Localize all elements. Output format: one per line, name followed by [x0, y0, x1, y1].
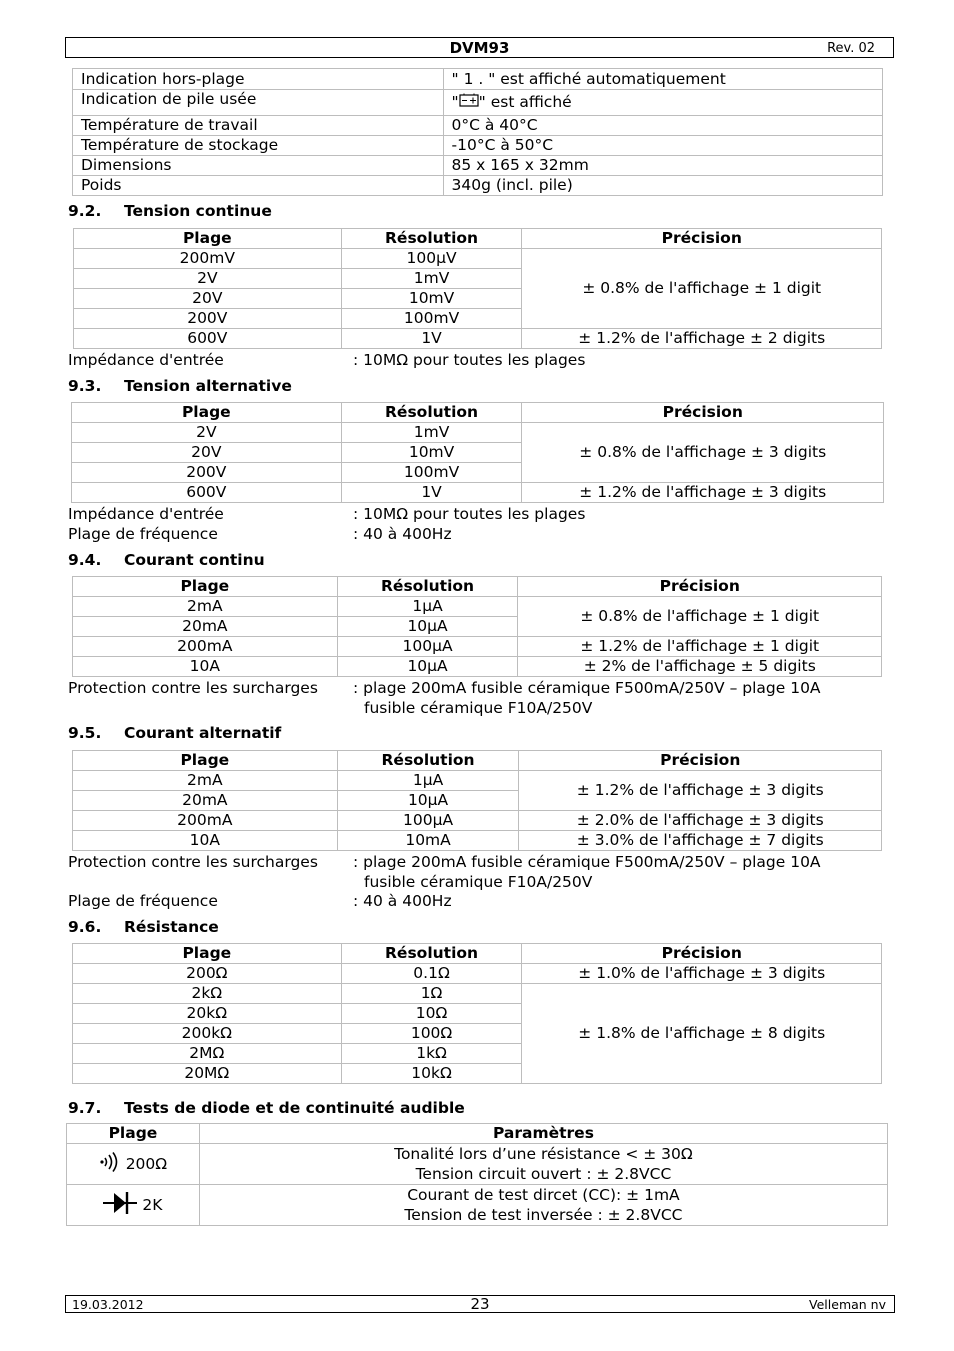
section-number: 9.5.: [68, 724, 102, 742]
footer-date: 19.03.2012: [72, 1297, 144, 1312]
range-cell: 2V: [72, 423, 342, 443]
resolution-cell: 10kΩ: [341, 1064, 522, 1084]
section-heading-acv: [68, 377, 292, 395]
range-cell: 600V: [74, 329, 342, 349]
section-number: 9.6.: [68, 918, 102, 936]
table-header-row: [72, 403, 884, 423]
spec-value: 0°C à 40°C: [443, 116, 882, 136]
column-header: Plage: [73, 751, 338, 771]
table-header-row: [74, 229, 882, 249]
column-header: Plage: [74, 229, 342, 249]
column-header: Paramètres: [199, 1124, 887, 1144]
range-cell: 200Ω: [73, 964, 342, 984]
spec-label: Indication hors-plage: [73, 69, 444, 90]
dc-voltage-table: [73, 228, 882, 349]
range-value: 2K: [142, 1195, 163, 1214]
precision-cell: ± 0.8% de l'affichage ± 3 digits: [522, 423, 884, 483]
table-header-row: [73, 751, 882, 771]
resolution-cell: 10µA: [337, 657, 518, 677]
page-footer: [65, 1295, 895, 1313]
range-cell: 20MΩ: [73, 1064, 342, 1084]
section-number: 9.2.: [68, 202, 102, 220]
note-value: : 10MΩ pour toutes les plages: [353, 351, 586, 369]
note-value: : plage 200mA fusible céramique F500mA/250V – plage 10A: [353, 853, 821, 871]
section-heading-aca: [68, 724, 281, 742]
column-header: Plage: [73, 944, 342, 964]
range-cell: 200mA: [73, 811, 338, 831]
range-cell: 2MΩ: [73, 1044, 342, 1064]
note-value-continued: fusible céramique F10A/250V: [364, 699, 593, 717]
precision-cell: ± 1.2% de l'affichage ± 3 digits: [519, 771, 882, 811]
resolution-cell: 100mV: [341, 309, 522, 329]
precision-cell: ± 1.2% de l'affichage ± 1 digit: [518, 637, 882, 657]
table-row: [74, 249, 882, 269]
resolution-cell: 10mV: [341, 289, 522, 309]
section-heading-resistance: [68, 918, 219, 936]
table-row: [73, 811, 882, 831]
column-header: Résolution: [341, 403, 522, 423]
range-cell: 10A: [73, 657, 338, 677]
resolution-cell: 1µA: [337, 597, 518, 617]
note-value-continued: fusible céramique F10A/250V: [364, 873, 593, 891]
section-number: 9.3.: [68, 377, 102, 395]
column-header: Plage: [67, 1124, 200, 1144]
precision-cell: ± 0.8% de l'affichage ± 1 digit: [518, 597, 882, 637]
page-number: 23: [470, 1295, 490, 1313]
table-row: [73, 156, 883, 176]
table-row: [72, 423, 884, 443]
table-row: [73, 69, 883, 90]
spec-label: Indication de pile usée: [73, 90, 444, 116]
resolution-cell: 10µA: [337, 617, 518, 637]
range-value: 200Ω: [125, 1154, 168, 1173]
table-row: [73, 771, 882, 791]
spec-value: 85 x 165 x 32mm: [443, 156, 882, 176]
precision-cell: ± 1.2% de l'affichage ± 2 digits: [522, 329, 882, 349]
range-cell: 20V: [74, 289, 342, 309]
spec-label: Poids: [73, 176, 444, 196]
range-cell: 20V: [72, 443, 342, 463]
resolution-cell: 10mA: [337, 831, 519, 851]
resolution-cell: 1V: [341, 483, 522, 503]
general-specs-table: [72, 68, 883, 196]
table-row: [67, 1144, 888, 1185]
resolution-cell: 1Ω: [341, 984, 522, 1004]
parameters-cell: [199, 1144, 887, 1185]
column-header: Précision: [522, 944, 882, 964]
section-number: 9.7.: [68, 1099, 102, 1117]
resolution-cell: 1kΩ: [341, 1044, 522, 1064]
parameter-line: Tension circuit ouvert : ± 2.8VCC: [415, 1165, 672, 1183]
quote-mark: ": [451, 93, 459, 111]
resistance-table: [72, 943, 882, 1084]
section-number: 9.4.: [68, 551, 102, 569]
note-value: : 40 à 400Hz: [353, 525, 452, 543]
precision-cell: ± 1.0% de l'affichage ± 3 digits: [522, 964, 882, 984]
ac-current-table: [72, 750, 882, 851]
note-input-impedance: [68, 505, 868, 525]
precision-cell: ± 1.2% de l'affichage ± 3 digits: [522, 483, 884, 503]
section-heading-dca: [68, 551, 265, 569]
parameter-line: Tension de test inversée : ± 2.8VCC: [404, 1206, 683, 1224]
continuity-buzzer-icon: [99, 1151, 121, 1178]
dc-current-table: [72, 576, 882, 677]
resolution-cell: 100µV: [341, 249, 522, 269]
table-row: [73, 831, 882, 851]
note-label: Protection contre les surcharges: [68, 853, 318, 871]
section-title: Résistance: [124, 918, 219, 936]
battery-icon: [459, 93, 479, 112]
note-label: Impédance d'entrée: [68, 505, 224, 523]
range-cell: 2mA: [73, 771, 338, 791]
note-value: : 40 à 400Hz: [353, 892, 452, 910]
table-row: [73, 176, 883, 196]
note-frequency-range: [68, 525, 868, 545]
note-label: Impédance d'entrée: [68, 351, 224, 369]
table-row: [73, 637, 882, 657]
table-row: [73, 984, 882, 1004]
column-header: Plage: [72, 403, 342, 423]
precision-cell: ± 2% de l'affichage ± 5 digits: [518, 657, 882, 677]
note-label: Plage de fréquence: [68, 525, 218, 543]
range-cell: 200mV: [74, 249, 342, 269]
spec-value-text: " est affiché: [478, 93, 572, 111]
note-overload-protection: [68, 679, 868, 719]
range-cell: [67, 1185, 200, 1226]
resolution-cell: 10mV: [341, 443, 522, 463]
resolution-cell: 100Ω: [341, 1024, 522, 1044]
precision-cell: ± 1.8% de l'affichage ± 8 digits: [522, 984, 882, 1084]
range-cell: 200kΩ: [73, 1024, 342, 1044]
column-header: Précision: [522, 403, 884, 423]
diode-icon: [103, 1190, 137, 1221]
range-cell: 10A: [73, 831, 338, 851]
spec-value: " 1 . " est affiché automatiquement: [443, 69, 882, 90]
table-row: [72, 483, 884, 503]
parameters-cell: [199, 1185, 887, 1226]
section-title: Tension continue: [124, 202, 272, 220]
column-header: Résolution: [341, 229, 522, 249]
column-header: Précision: [518, 577, 882, 597]
section-heading-dcv: [68, 202, 272, 220]
resolution-cell: 1mV: [341, 423, 522, 443]
note-label: Protection contre les surcharges: [68, 679, 318, 697]
note-frequency-range: [68, 892, 868, 912]
table-row: [73, 136, 883, 156]
document-title: DVM93: [449, 39, 510, 57]
range-cell: 2mA: [73, 597, 338, 617]
column-header: Précision: [522, 229, 882, 249]
precision-cell: ± 3.0% de l'affichage ± 7 digits: [519, 831, 882, 851]
parameter-line: Tonalité lors d’une résistance < ± 30Ω: [394, 1145, 693, 1163]
section-title: Tension alternative: [124, 377, 292, 395]
resolution-cell: 1mV: [341, 269, 522, 289]
resolution-cell: 100µA: [337, 637, 518, 657]
table-header-row: [73, 577, 882, 597]
resolution-cell: 10Ω: [341, 1004, 522, 1024]
resolution-cell: 10µA: [337, 791, 519, 811]
parameter-line: Courant de test dircet (CC): ± 1mA: [407, 1186, 680, 1204]
range-cell: 200V: [74, 309, 342, 329]
table-row: [73, 657, 882, 677]
table-row: [73, 597, 882, 617]
column-header: Résolution: [337, 751, 519, 771]
range-cell: 2kΩ: [73, 984, 342, 1004]
note-label: Plage de fréquence: [68, 892, 218, 910]
range-cell: 600V: [72, 483, 342, 503]
diode-continuity-table: [66, 1123, 888, 1226]
page-header: [65, 37, 894, 58]
range-cell: 20mA: [73, 791, 338, 811]
range-cell: 20kΩ: [73, 1004, 342, 1024]
ac-voltage-table: [71, 402, 884, 503]
spec-label: Température de travail: [73, 116, 444, 136]
note-value: : 10MΩ pour toutes les plages: [353, 505, 586, 523]
column-header: Plage: [73, 577, 338, 597]
spec-value: [443, 90, 882, 116]
column-header: Résolution: [341, 944, 522, 964]
note-value: : plage 200mA fusible céramique F500mA/250V – plage 10A: [353, 679, 821, 697]
column-header: Précision: [519, 751, 882, 771]
section-title: Courant alternatif: [124, 724, 282, 742]
range-cell: 20mA: [73, 617, 338, 637]
table-row: [73, 90, 883, 116]
resolution-cell: 100mV: [341, 463, 522, 483]
table-header-row: [67, 1124, 888, 1144]
table-row: [73, 964, 882, 984]
spec-label: Dimensions: [73, 156, 444, 176]
spec-label: Température de stockage: [73, 136, 444, 156]
table-row: [73, 116, 883, 136]
precision-cell: ± 0.8% de l'affichage ± 1 digit: [522, 249, 882, 329]
precision-cell: ± 2.0% de l'affichage ± 3 digits: [519, 811, 882, 831]
note-input-impedance: [68, 351, 868, 371]
footer-company: Velleman nv: [809, 1297, 886, 1312]
resolution-cell: 0.1Ω: [341, 964, 522, 984]
range-cell: 200mA: [73, 637, 338, 657]
range-cell: 2V: [74, 269, 342, 289]
resolution-cell: 1V: [341, 329, 522, 349]
note-overload-protection: [68, 853, 868, 893]
spec-value: 340g (incl. pile): [443, 176, 882, 196]
revision-label: Rev. 02: [827, 41, 875, 56]
table-row: [74, 329, 882, 349]
range-cell: [67, 1144, 200, 1185]
table-header-row: [73, 944, 882, 964]
resolution-cell: 1µA: [337, 771, 519, 791]
spec-value: -10°C à 50°C: [443, 136, 882, 156]
column-header: Résolution: [337, 577, 518, 597]
section-heading-diode: [68, 1099, 465, 1117]
section-title: Tests de diode et de continuité audible: [124, 1099, 465, 1117]
section-title: Courant continu: [124, 551, 265, 569]
resolution-cell: 100µA: [337, 811, 519, 831]
range-cell: 200V: [72, 463, 342, 483]
table-row: [67, 1185, 888, 1226]
